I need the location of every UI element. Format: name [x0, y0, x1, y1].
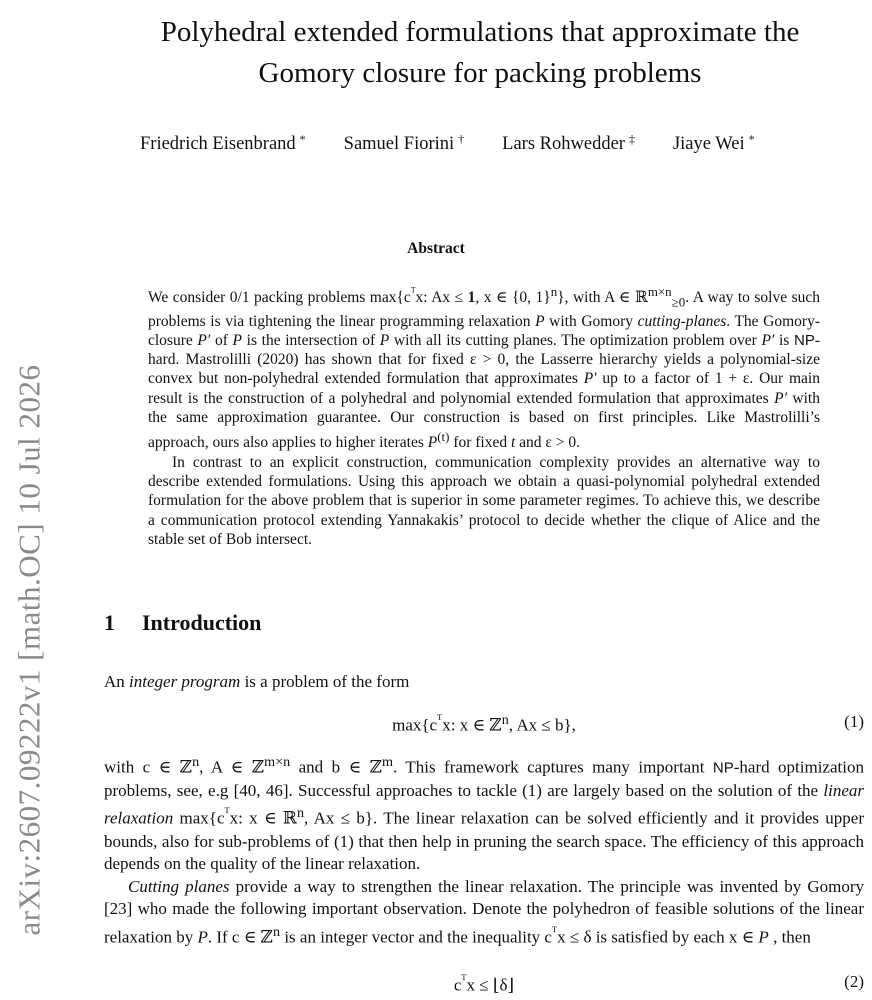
affiliation-mark: *	[299, 132, 306, 146]
author: Lars Rohwedder ‡	[502, 132, 635, 154]
arxiv-sidebar-stamp	[0, 340, 60, 960]
body-paragraph: An integer program is a problem of the form	[104, 672, 410, 691]
body-paragraph: with c ∈ ℤ$^n$, A ∈ ℤ$^{m\times n}$ and b ∈ ℤ$^m$. This framework captures many important NP-hard optimization problems, see, e.g [40, 46]. Successful approaches to tackle (1) are largely based on the solution of the linear relaxation $\max\{c^ᵀx$: x ∈ ℝ$^n$, Ax ≤ b}. The linear relaxation can be solved efficiently and it provides upper bounds, also for sub-problems of (1) that then help in pruning the search space. The efficiency of this approach depends on the quality of the linear relaxation.	[104, 754, 864, 873]
author: Jiaye Wei *	[672, 132, 755, 154]
arxiv-identifier: arXiv:2607.09222v1 [math.OC] 10 Jul 2026	[12, 364, 48, 936]
author: Friedrich Eisenbrand *	[140, 132, 306, 154]
abstract	[148, 282, 820, 549]
affiliation-mark: †	[458, 132, 465, 146]
equation-number: (2)	[844, 972, 864, 991]
section-number: 1	[104, 610, 115, 635]
equation-expression: $c^ᵀx$ ≤ ⌊δ⌋	[453, 972, 515, 995]
section-title: Introduction	[142, 610, 262, 635]
author-list	[140, 132, 840, 155]
equation-number: (1)	[844, 712, 864, 731]
body-paragraph: Cutting planes provide a way to strengthen the linear relaxation. The principle was invented by Gomory [23] who made the following important observation. Denote the polyhedron of feasible solutions of the linear relaxation by P. If c ∈ ℤ$^n$ is an integer vector and the inequality $c^ᵀx \le \delta$ is satisfied by each x ∈ P , then	[104, 877, 864, 947]
section-heading	[104, 610, 261, 636]
equation-expression: $\max\{c^ᵀx$: x ∈ ℤ$^n$, Ax ≤ b},	[392, 712, 576, 735]
paper-title: Polyhedral extended formulations that approximate the Gomory closure for packing problems	[160, 16, 800, 89]
author: Samuel Fiorini †	[343, 132, 465, 154]
affiliation-mark: *	[748, 132, 755, 146]
abstract-heading: Abstract	[407, 240, 465, 257]
abstract-paragraph: In contrast to an explicit construction, communication complexity provides an alternative way to describe extended formulations. Using this approach we obtain a quasi-polynomial polyhedral extended formulation for the above problem that is superior in some parameter regimes. To achieve this, we describe a communication protocol extending Yannakakis’ protocol to decide whether the clique of Alice and the stable set of Bob intersect.	[148, 453, 820, 548]
abstract-paragraph: We consider 0/1 packing problems $\max\{c^ᵀx$: Ax ≤ 1, x ∈ {0, 1}$^n$}, with A ∈ ℝ$^{m\times n}_{\ge 0}$. A way to solve such problems is via tightening the linear programming relaxation P with Gomory cutting-planes. The Gomory-closure P′ of P is the intersection of P with all its cutting planes. The optimization problem over P′ is NP-hard. Mastrolilli (2020) has shown that for fixed ε > 0, the Lasserre hierarchy yields a polynomial-size convex but non-polyhedral extended formulation that approximates P′ up to a factor of 1 + ε. Our main result is the construction of a polyhedral and polynomial extended formulation that approximates P′ with the same approximation guarantee. Our construction is based on first principles. Like Mastrolilli’s approach, ours also applies to higher iterates $P^{(t)}$ for fixed t and ε > 0.	[148, 284, 821, 452]
affiliation-mark: ‡	[628, 132, 635, 146]
